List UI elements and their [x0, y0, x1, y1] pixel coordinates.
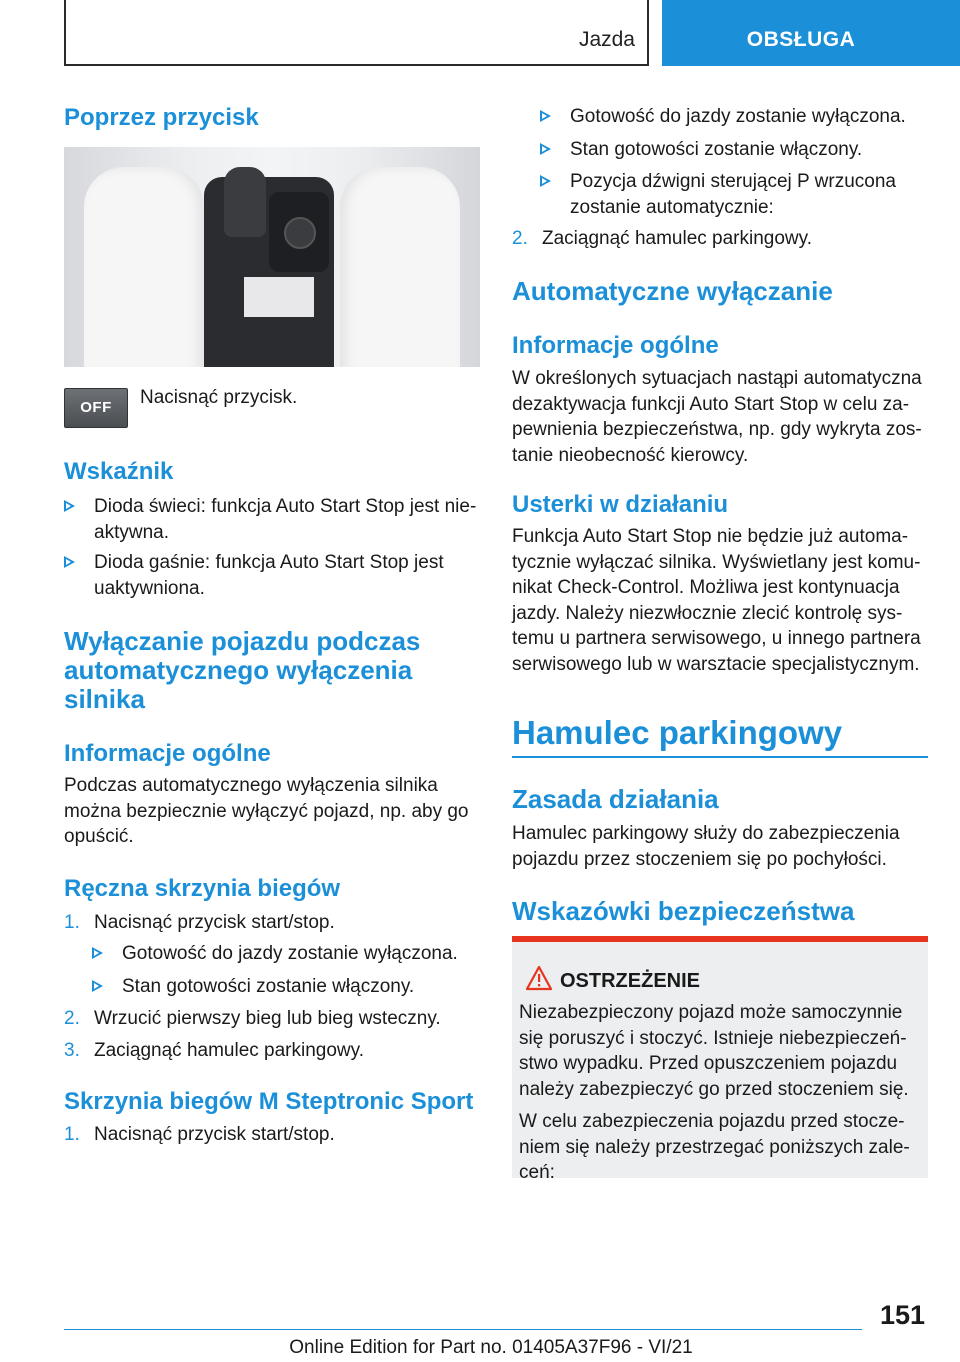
- warning-paragraph: W celu zabezpieczenia pojazdu przed stocze-niem się należy przestrzegać poniższych zale-ceń:: [519, 1111, 910, 1183]
- list-item: 2. Zaciągnąć hamulec parkingowy.: [512, 228, 813, 249]
- list-item: Stan gotowości zostanie włączony.: [540, 137, 928, 163]
- heading-zasada-dzialania: Zasada działania: [512, 784, 719, 814]
- list-item: Dioda gaśnie: funkcja Auto Start Stop jest uaktywniona.: [64, 550, 480, 601]
- chapter-tab-label: OBSŁUGA: [746, 28, 856, 51]
- heading-wylaczanie-pojazdu: Wyłączanie pojazdu podczas automatycznego wyłączenia silnika: [64, 626, 421, 714]
- warning-box: [512, 936, 928, 1183]
- bullet-triangle-icon: [64, 500, 75, 512]
- heading-informacje-ogolne: Informacje ogólne: [512, 332, 719, 359]
- heading-rule: [512, 756, 928, 758]
- console-photo: [64, 147, 480, 367]
- list-item: 2. Wrzucić pierwszy bieg lub bieg wsteczny.: [64, 1008, 441, 1029]
- list-item: Pozycja dźwigni sterującej P wrzucona zostanie automatycznie:: [540, 169, 928, 220]
- header-frame: [64, 0, 649, 66]
- info-paragraph: W określonych sytuacjach nastąpi automatyczna dezaktywacja funkcji Auto Start Stop w celu za-pewnienia bezpieczeństwa, np. gdy wykryta zos-tanie nieobecność kierowcy.: [512, 368, 922, 466]
- list-item: Stan gotowości zostanie włączony.: [92, 974, 480, 1000]
- bullet-triangle-icon: [540, 110, 551, 122]
- chapter-tab[interactable]: [662, 0, 960, 66]
- heading-wskaznik: Wskaźnik: [64, 458, 174, 485]
- list-item: Gotowość do jazdy zostanie wyłączona.: [92, 941, 480, 967]
- bullet-triangle-icon: [92, 980, 103, 992]
- heading-hamulec-parkingowy: Hamulec parkingowy: [512, 714, 843, 751]
- heading-automatyczne-wylaczanie: Automatyczne wyłączanie: [512, 276, 833, 306]
- gear-lever: [224, 167, 266, 237]
- idrive-knob: [284, 217, 316, 249]
- heading-poprzez-przycisk: Poprzez przycisk: [64, 104, 259, 131]
- list-item: Gotowość do jazdy zostanie wyłączona.: [540, 104, 928, 130]
- console-pad: [244, 277, 314, 317]
- info-paragraph: Podczas automatycznego wyłączenia silnika można bezpiecznie wyłączyć pojazd, np. aby go opuścić.: [64, 775, 469, 847]
- footer-rule: [64, 1329, 862, 1330]
- zasada-paragraph: Hamulec parkingowy służy do zabezpieczenia pojazdu przez stoczeniem się po pochyłości.: [512, 823, 900, 870]
- warning-triangle-icon: [525, 965, 553, 991]
- button-off-label: OFF: [80, 399, 112, 416]
- auto-start-stop-button: [64, 388, 128, 428]
- list-item: 1. Nacisnąć przycisk start/stop.: [64, 1124, 335, 1145]
- bullet-triangle-icon: [540, 143, 551, 155]
- seat-right: [340, 167, 460, 367]
- bullet-triangle-icon: [92, 947, 103, 959]
- seat-left: [84, 167, 204, 367]
- heading-informacje-ogolne: Informacje ogólne: [64, 740, 271, 767]
- heading-reczna-skrzynia: Ręczna skrzynia biegów: [64, 875, 341, 902]
- section-title: Jazda: [578, 28, 635, 51]
- list-item: 1. Nacisnąć przycisk start/stop.: [64, 912, 335, 933]
- usterki-paragraph: Funkcja Auto Start Stop nie będzie już automa-tycznie wyłączać silnika. Wyświetlany jest komu-nikat Check-Control. Możliwa jest kontynuacja jazdy. Należy niezwłocznie zlecić kontrolę sys-temu u partnera serwisowego, u innego partnera serwisowego lub w warsztacie specjalistycznym.: [512, 526, 921, 675]
- bullet-triangle-icon: [64, 556, 75, 568]
- press-button-text: Nacisnąć przycisk.: [140, 387, 298, 408]
- warning-paragraph: Niezabezpieczony pojazd może samoczynnie się poruszyć i stoczyć. Istnieje niebezpieczeń-stwo wypadku. Przed opuszczeniem pojazdu należy zabezpieczyć go przed stoczeniem się.: [519, 1002, 909, 1100]
- list-item: Dioda świeci: funkcja Auto Start Stop jest nie-aktywna.: [64, 494, 480, 545]
- footer-edition: Online Edition for Part no. 01405A37F96 - VI/21: [289, 1337, 693, 1358]
- list-item: 3. Zaciągnąć hamulec parkingowy.: [64, 1040, 365, 1061]
- heading-steptronic: Skrzynia biegów M Steptronic Sport: [64, 1088, 474, 1115]
- heading-wskazowki: Wskazówki bezpieczeństwa: [512, 896, 855, 926]
- page-number: 151: [880, 1300, 926, 1330]
- heading-usterki: Usterki w działaniu: [512, 491, 729, 518]
- bullet-triangle-icon: [540, 175, 551, 187]
- warning-title: OSTRZEŻENIE: [560, 970, 701, 992]
